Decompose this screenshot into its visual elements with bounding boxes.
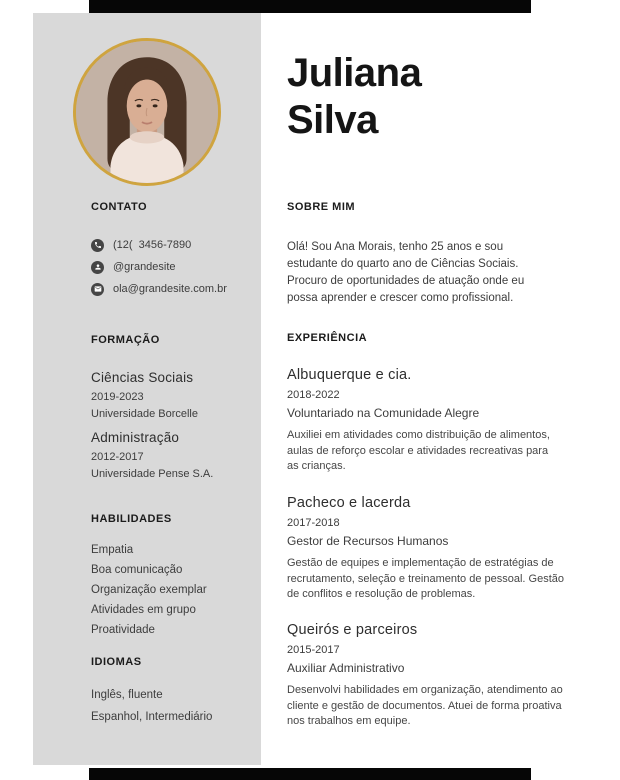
email-address: ola@grandesite.com.br (113, 283, 227, 295)
education-period: 2019-2023 (91, 391, 144, 403)
job-description: Gestão de equipes e implementação de estratégias de recrutamento, seleção e treinamento de pessoal. Gestão de conflitos e resolução de problemas. (287, 557, 564, 600)
user-icon (91, 261, 104, 274)
job-role: Gestor de Recursos Humanos (287, 534, 449, 548)
email-icon (91, 283, 104, 296)
job-role: Auxiliar Administrativo (287, 661, 405, 675)
contact-row-social (91, 260, 251, 274)
about-heading: SOBRE MIM (287, 201, 356, 213)
languages-list (91, 689, 212, 733)
job-period: 2015-2017 (287, 644, 340, 656)
page-title (287, 50, 587, 144)
about-text: Olá! Sou Ana Morais, tenho 25 anos e sou estudante do quarto ano de Ciências Sociais. Procuro de oportunidades de atuação onde eu possa aprender e crescer como profissional. (287, 241, 525, 304)
job-period: 2017-2018 (287, 517, 340, 529)
education-title: Ciências Sociais (91, 370, 194, 385)
skill-item: Boa comunicação (91, 564, 183, 576)
skill-item: Organização exemplar (91, 584, 207, 596)
education-title: Administração (91, 430, 180, 445)
contact-heading: CONTATO (91, 201, 148, 213)
skills-list (91, 544, 207, 644)
experience-job (287, 366, 577, 475)
job-period: 2018-2022 (287, 389, 340, 401)
profile-photo (73, 38, 221, 186)
education-school: Universidade Pense S.A. (91, 468, 214, 480)
job-role: Voluntariado na Comunidade Alegre (287, 406, 480, 420)
job-company: Albuquerque e cia. (287, 367, 412, 383)
bottom-accent-bar (89, 768, 531, 780)
job-description: Desenvolvi habilidades em organização, atendimento ao cliente e gestão de documentos. Atuei de forma proativa nos trabalhos em equipe. (287, 684, 563, 727)
social-handle: @grandesite (113, 261, 176, 273)
last-name: Silva (287, 98, 378, 142)
education-heading: FORMAÇÃO (91, 334, 160, 346)
education-period: 2012-2017 (91, 451, 144, 463)
language-item: Inglês, fluente (91, 689, 163, 701)
contact-row-email (91, 282, 251, 296)
skills-heading: HABILIDADES (91, 513, 172, 525)
language-item: Espanhol, Intermediário (91, 711, 213, 723)
experience-job (287, 621, 577, 730)
experience-heading: EXPERIÊNCIA (287, 332, 368, 344)
skill-item: Atividades em grupo (91, 604, 196, 616)
top-accent-bar (89, 0, 531, 13)
contact-row-phone (91, 238, 251, 252)
languages-heading: IDIOMAS (91, 656, 142, 668)
phone-number: (12( 3456-7890 (113, 239, 192, 251)
portrait-illustration (76, 41, 218, 183)
experience-job (287, 494, 577, 603)
skill-item: Empatia (91, 544, 134, 556)
education-school: Universidade Borcelle (91, 408, 198, 420)
skill-item: Proatividade (91, 624, 155, 636)
phone-icon (91, 239, 104, 252)
job-description: Auxiliei em atividades como distribuição de alimentos, aulas de reforço escolar e atividades recreativas para as crianças. (287, 429, 550, 472)
job-company: Queirós e parceiros (287, 622, 418, 638)
first-name: Juliana (287, 51, 422, 95)
job-company: Pacheco e lacerda (287, 495, 411, 511)
contact-list (91, 238, 251, 304)
